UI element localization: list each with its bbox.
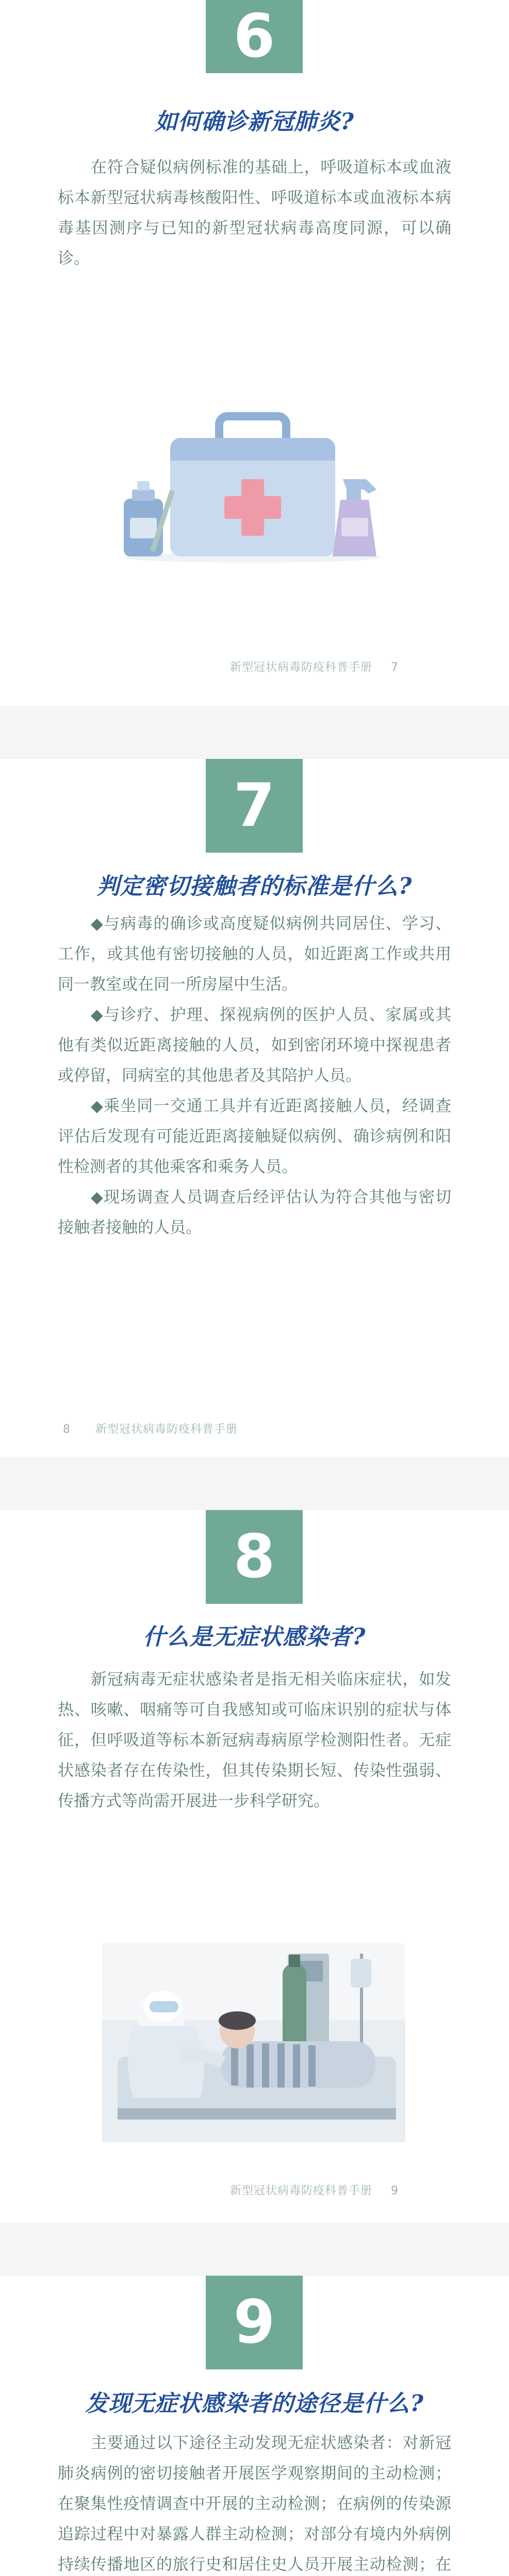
first-aid-kit-illustration <box>108 412 397 567</box>
paragraph: 新冠病毒无症状感染者是指无相关临床症状，如发热、咳嗽、咽痛等可自我感知或可临床识别的症状与体征，但呼吸道等标本新冠病毒病原学检测阳性者。无症状感染者存在传染性，但其传染期长短、传染性强弱、传播方式等尚需开展进一步科学研究。 <box>58 1670 451 1810</box>
page-gap <box>0 2223 509 2276</box>
paragraph: ◆与病毒的确诊或高度疑似病例共同居住、学习、工作，或其他有密切接触的人员，如近距离工作或共用同一教室或在同一所房屋中生活。 <box>58 914 451 994</box>
paragraph: 在符合疑似病例标准的基础上，呼吸道标本或血液标本新型冠状病毒核酸阳性、呼吸道标本或血液标本病毒基因测序与已知的新型冠状病毒高度同源，可以确诊。 <box>58 158 451 268</box>
page-number: 7 <box>391 661 399 674</box>
section-body <box>58 152 451 274</box>
paragraph: ◆与诊疗、护理、探视病例的医护人员、家属或其他有类似近距离接触的人员，如到密闭环境中探视患者或停留，同病室的其他患者及其陪护人员。 <box>58 1006 451 1085</box>
paragraph: 主要通过以下途径主动发现无症状感染者：对新冠肺炎病例的密切接触者开展医学观察期间的主动检测；在聚集性疫情调查中开展的主动检测；在病例的传染源追踪过程中对暴露人群主动检测；对部分有境内外病例持续传播地区的旅行史和居住史人员开展主动检测；在 <box>58 2434 451 2574</box>
footer-title: 新型冠状病毒防疫科普手册 <box>95 1423 238 1436</box>
section-number: 8 <box>206 1510 303 1604</box>
section-number: 9 <box>206 2276 303 2369</box>
section-body <box>58 909 451 1243</box>
paragraph: ◆现场调查人员调查后经评估认为符合其他与密切接触者接触的人员。 <box>58 1188 451 1237</box>
paragraph: ◆乘坐同一交通工具并有近距离接触人员，经调查评估后发现有可能近距离接触疑似病例、确诊病例和阳性检测者的其他乘客和乘务人员。 <box>58 1097 451 1176</box>
footer-title: 新型冠状病毒防疫科普手册 <box>230 661 373 674</box>
section-title: 如何确诊新冠肺炎? <box>155 109 354 135</box>
page-footer <box>230 658 399 674</box>
hospital-patient-illustration <box>102 1943 405 2142</box>
page-footer <box>230 2182 399 2198</box>
page-footer <box>63 1420 238 1436</box>
section-number: 6 <box>206 0 303 73</box>
section-title: 发现无症状感染者的途径是什么? <box>85 2391 424 2417</box>
page-8 <box>0 1510 509 2223</box>
page-9 <box>0 2276 509 2576</box>
page-6 <box>0 0 509 706</box>
section-title: 判定密切接触者的标准是什么? <box>96 873 413 900</box>
page-7 <box>0 759 509 1457</box>
section-body <box>58 1665 451 1817</box>
footer-title: 新型冠状病毒防疫科普手册 <box>230 2184 373 2197</box>
section-body <box>58 2428 451 2576</box>
page-gap <box>0 706 509 759</box>
section-title: 什么是无症状感染者? <box>143 1624 366 1650</box>
section-number: 7 <box>206 759 303 853</box>
page-number: 8 <box>63 1423 71 1436</box>
page-gap <box>0 1457 509 1510</box>
page-number: 9 <box>391 2184 399 2197</box>
